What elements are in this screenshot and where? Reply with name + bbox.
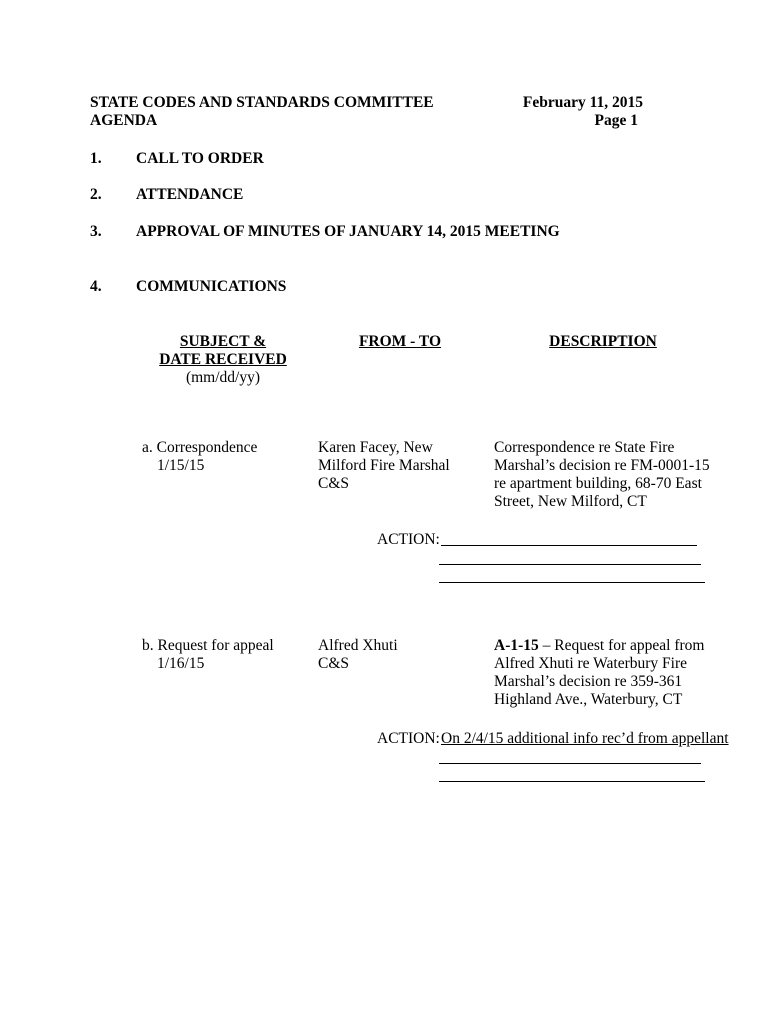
subject-text: a. Correspondence bbox=[142, 439, 258, 456]
action-label: ACTION: bbox=[377, 730, 440, 747]
agenda-item-number-2: 2. bbox=[90, 186, 102, 203]
action-blank-line bbox=[441, 545, 697, 546]
description-line: Alfred Xhuti re Waterbury Fire bbox=[494, 655, 688, 672]
agenda-title: AGENDA bbox=[90, 112, 158, 129]
action-blank-line bbox=[439, 582, 705, 583]
agenda-item-approval-minutes: APPROVAL OF MINUTES OF JANUARY 14, 2015 MEETING bbox=[136, 223, 560, 240]
agenda-item-number-1: 1. bbox=[90, 150, 102, 167]
column-header-date-received: DATE RECEIVED bbox=[159, 351, 287, 368]
description-line: Marshal’s decision re FM-0001-15 bbox=[494, 457, 710, 474]
subject-text: b. Request for appeal bbox=[142, 637, 274, 654]
from-to-line: Karen Facey, New bbox=[318, 439, 433, 456]
action-blank-line bbox=[439, 763, 701, 764]
column-header-from-to: FROM - TO bbox=[358, 333, 442, 350]
column-header-subject: SUBJECT & bbox=[179, 333, 267, 350]
column-header-date-format: (mm/dd/yy) bbox=[185, 369, 261, 386]
agenda-item-communications: COMMUNICATIONS bbox=[136, 278, 287, 295]
action-blank-line bbox=[439, 564, 701, 565]
from-to-line: Milford Fire Marshal bbox=[318, 457, 450, 474]
received-date: 1/15/15 bbox=[157, 457, 205, 474]
description-line: Marshal’s decision re 359-361 bbox=[494, 673, 683, 690]
action-note: On 2/4/15 additional info rec’d from appellant bbox=[441, 730, 729, 747]
action-blank-line bbox=[439, 781, 705, 782]
committee-title: STATE CODES AND STANDARDS COMMITTEE bbox=[90, 94, 434, 111]
column-header-description: DESCRIPTION bbox=[549, 333, 657, 350]
description-line: Highland Ave., Waterbury, CT bbox=[494, 691, 683, 708]
agenda-item-number-3: 3. bbox=[90, 223, 102, 240]
appeal-number: A-1-15 bbox=[494, 637, 539, 654]
from-to-line: C&S bbox=[318, 655, 350, 672]
from-to-line: C&S bbox=[318, 475, 350, 492]
agenda-item-number-4: 4. bbox=[90, 278, 102, 295]
description-first-line bbox=[494, 637, 705, 655]
agenda-item-call-to-order: CALL TO ORDER bbox=[136, 150, 264, 167]
page-number: Page 1 bbox=[594, 112, 638, 129]
received-date: 1/16/15 bbox=[157, 655, 205, 672]
description-line: Correspondence re State Fire bbox=[494, 439, 675, 456]
description-line: re apartment building, 68-70 East bbox=[494, 475, 702, 492]
from-to-line: Alfred Xhuti bbox=[318, 637, 398, 654]
description-line: Street, New Milford, CT bbox=[494, 493, 647, 510]
agenda-item-attendance: ATTENDANCE bbox=[136, 186, 244, 203]
meeting-date: February 11, 2015 bbox=[522, 94, 643, 111]
description-line: – Request for appeal from bbox=[538, 637, 705, 654]
action-label: ACTION: bbox=[377, 531, 440, 548]
